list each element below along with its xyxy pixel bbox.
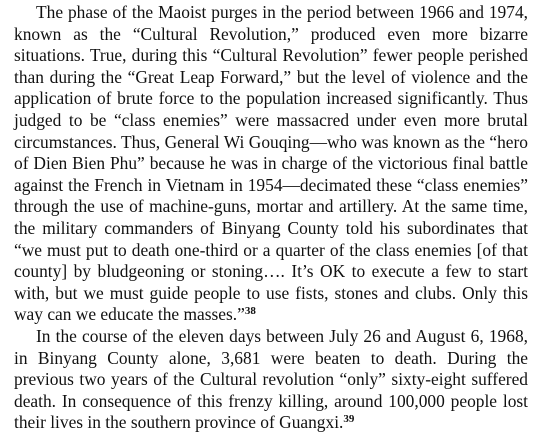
footnote-marker: 39 [343,413,355,426]
paragraph-text: The phase of the Maoist purges in the period between 1966 and 1974, known as the “Cultural Revolution,” produced even more bizarre situations. True, during this “Cultural Revolution” fewer people perished than during the “Great Leap Forward,” but the level of violence and the application of brute force to the population increased significantly. Thus judged to be “class enemies” were massacred under even more brutal circumstances. Thus, General Wi Gouqing—who was known as the “hero of Dien Bien Phu” because he was in charge of the victorious final battle against the French in Vietnam in 1954—decimated these “class enemies” through the use of machine-guns, mortar and artillery. At the same time, the military commanders of Binyang County told his subordinates that “we must put to death one-third or a quarter of the class enemies [of that county] by bludgeoning or stoning…. It’s OK to execute a few to start with, but we must guide people to use fists, stones and clubs. Only this way can we educate the masses.” [14,2,528,325]
paragraph-text: In the course of the eleven days between July 26 and August 6, 1968, in Binyang County alone, 3,681 were beaten to death. During the previous two years of the Cultural revolution “only” sixty-eight suffered death. In consequence of this frenzy killing, around 100,000 people lost their lives in the southern province of Guangxi. [14,325,528,433]
paragraph-binyang-county [14,326,528,434]
document-body [14,2,528,434]
footnote-marker: 38 [244,305,256,318]
paragraph-cultural-revolution [14,2,528,326]
